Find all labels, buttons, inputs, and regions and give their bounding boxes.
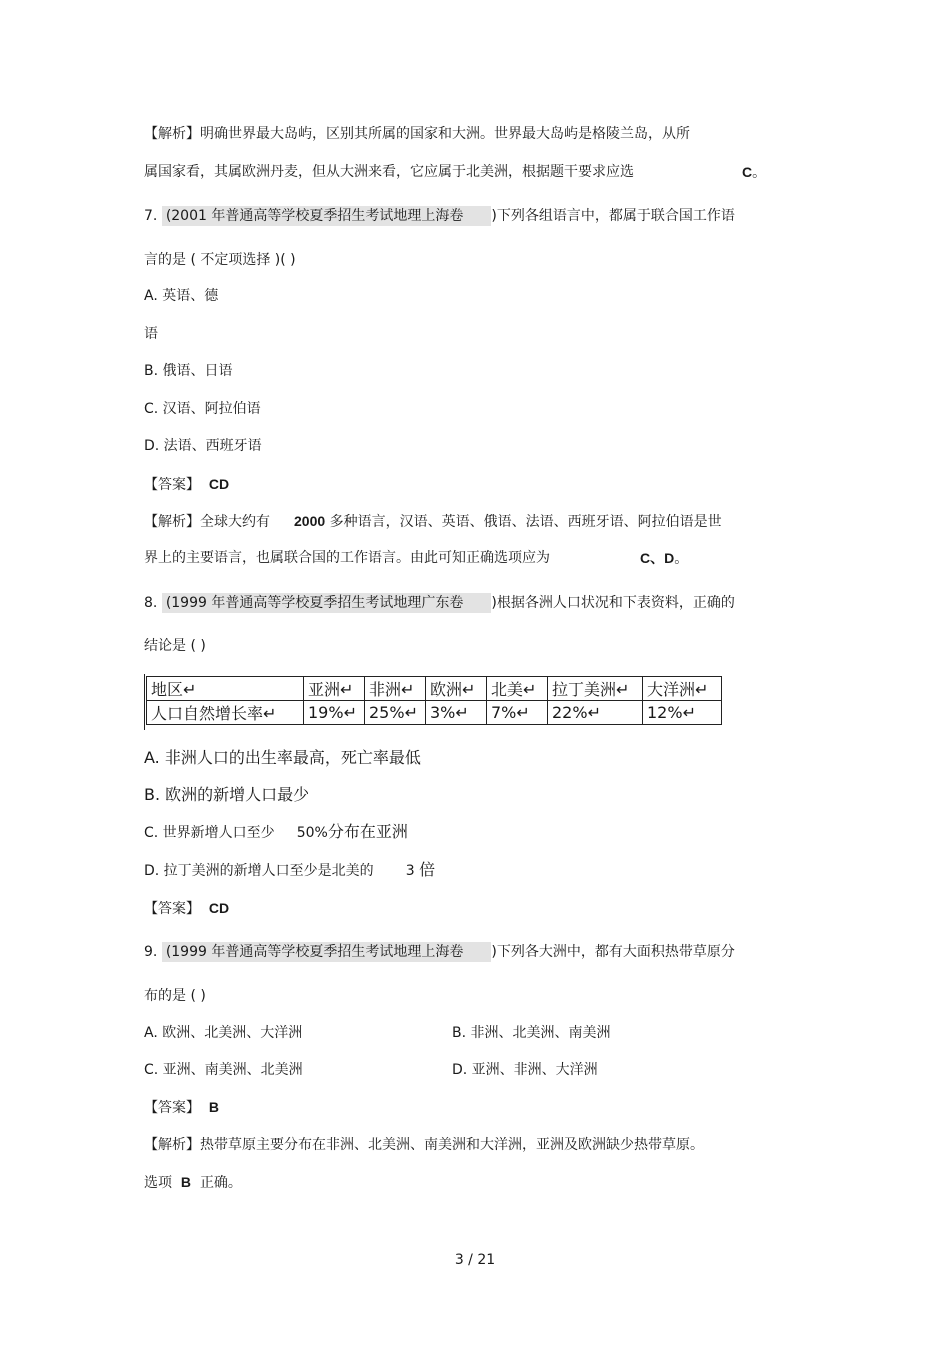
table-cell: 19%↵ bbox=[304, 701, 365, 725]
question-8-line-1: 8. (1999 年普通高等学校夏季招生考试地理广东卷 )根据各洲人口状况和下表资料，正确的 bbox=[144, 595, 735, 611]
question-7-source: (2001 年普通高等学校夏季招生考试地理上海卷 bbox=[162, 206, 468, 226]
question-8-source: (1999 年普通高等学校夏季招生考试地理广东卷 bbox=[162, 593, 468, 613]
question-7-option-c: C. 汉语、阿拉伯语 bbox=[144, 401, 261, 417]
table-cell: 北美↵ bbox=[487, 677, 548, 701]
table-cell: 拉丁美洲↵ bbox=[548, 677, 643, 701]
question-7-option-a: A. 英语、德 bbox=[144, 288, 219, 304]
line-explanation-1: 【解析】明确世界最大岛屿，区别其所属的国家和大洲。世界最大岛屿是格陵兰岛，从所 bbox=[144, 126, 690, 142]
line-explanation-2-answer: C。 bbox=[742, 164, 767, 181]
question-9-option-c: C. 亚洲、南美洲、北美洲 bbox=[144, 1062, 303, 1078]
question-8-option-c: C. 世界新增人口至少 50%分布在亚洲 bbox=[144, 822, 408, 841]
question-7-option-a-cont: 语 bbox=[144, 326, 158, 342]
question-7-answer: 【答案】 CD bbox=[144, 476, 230, 493]
question-8-option-d: D. 拉丁美洲的新增人口至少是北美的 3 倍 bbox=[144, 860, 436, 879]
question-7-line-1: 7. (2001 年普通高等学校夏季招生考试地理上海卷 )下列各组语言中，都属于联合国工作语 bbox=[144, 208, 735, 224]
table-row bbox=[147, 701, 722, 725]
table-header-row bbox=[147, 677, 722, 701]
question-7-explanation-1: 【解析】全球大约有 2000 多种语言，汉语、英语、俄语、法语、西班牙语、阿拉伯语是世 bbox=[144, 513, 722, 530]
page-number: 3 / 21 bbox=[454, 1252, 496, 1268]
question-7-option-b: B. 俄语、日语 bbox=[144, 363, 233, 379]
question-9-line-2: 布的是 ( ) bbox=[144, 988, 206, 1004]
table-cell: 人口自然增长率↵ bbox=[147, 701, 304, 725]
question-9-option-a: A. 欧洲、北美洲、大洋洲 bbox=[144, 1025, 303, 1041]
question-9-option-b: B. 非洲、北美洲、南美洲 bbox=[452, 1025, 611, 1041]
line-explanation-2: 属国家看，其属欧洲丹麦，但从大洲来看，它应属于北美洲，根据题干要求应选 bbox=[144, 164, 634, 180]
table-cell: 大洋洲↵ bbox=[643, 677, 722, 701]
question-9-line-1: 9. (1999 年普通高等学校夏季招生考试地理上海卷 )下列各大洲中，都有大面积热带草原分 bbox=[144, 944, 735, 960]
question-8-answer: 【答案】 CD bbox=[144, 900, 230, 917]
population-growth-table bbox=[146, 676, 722, 725]
question-9-answer: 【答案】 B bbox=[144, 1099, 220, 1116]
question-7-explanation-2: 界上的主要语言，也属联合国的工作语言。由此可知正确选项应为 bbox=[144, 550, 550, 566]
question-9-explanation-2: 选项 B 正确。 bbox=[144, 1174, 242, 1191]
table-cell: 亚洲↵ bbox=[304, 677, 365, 701]
table-cell: 地区↵ bbox=[147, 677, 304, 701]
question-8-line-2: 结论是 ( ) bbox=[144, 638, 206, 654]
table-cell: 25%↵ bbox=[365, 701, 426, 725]
question-9-source: (1999 年普通高等学校夏季招生考试地理上海卷 bbox=[162, 942, 468, 962]
question-7-explanation-2-answer: C、D。 bbox=[640, 550, 689, 567]
question-8-option-a: A. 非洲人口的出生率最高，死亡率最低 bbox=[144, 748, 421, 767]
question-7-option-d: D. 法语、西班牙语 bbox=[144, 438, 262, 454]
question-9-explanation-1: 【解析】热带草原主要分布在非洲、北美洲、南美洲和大洋洲，亚洲及欧洲缺少热带草原。 bbox=[144, 1137, 704, 1153]
table-cell: 欧洲↵ bbox=[426, 677, 487, 701]
question-8-option-b: B. 欧洲的新增人口最少 bbox=[144, 785, 310, 804]
table-cell: 7%↵ bbox=[487, 701, 548, 725]
question-9-option-d: D. 亚洲、非洲、大洋洲 bbox=[452, 1062, 598, 1078]
question-7-line-2: 言的是 ( 不定项选择 )( ) bbox=[144, 252, 296, 268]
table-cell: 非洲↵ bbox=[365, 677, 426, 701]
table-cell: 3%↵ bbox=[426, 701, 487, 725]
table-cell: 22%↵ bbox=[548, 701, 643, 725]
table-cell: 12%↵ bbox=[643, 701, 722, 725]
